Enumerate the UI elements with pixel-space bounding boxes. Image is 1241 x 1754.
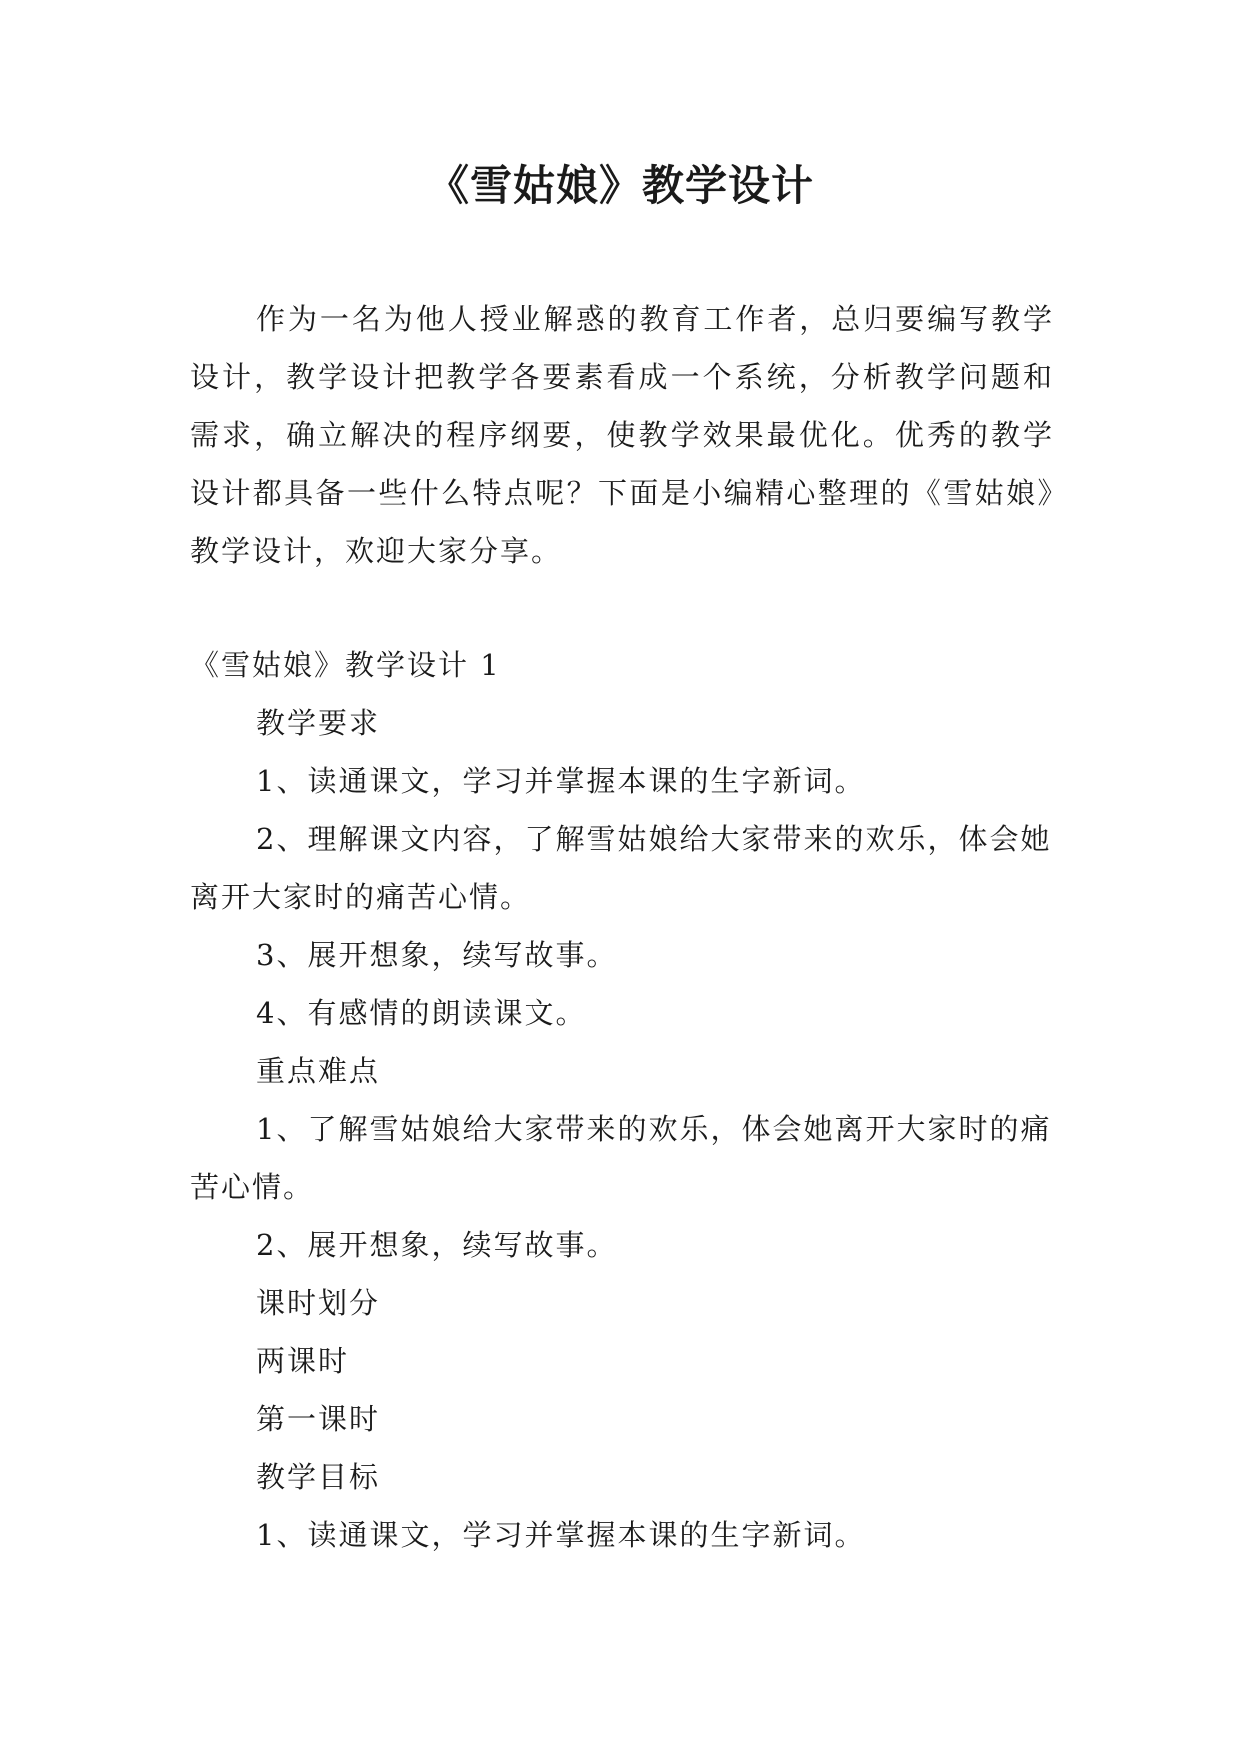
requirement-item-4: 4、有感情的朗读课文。 (256, 996, 587, 1030)
goal-item-1: 1、读通课文，学习并掌握本课的生字新词。 (256, 1518, 866, 1552)
section-heading: 《雪姑娘》教学设计 1 (190, 648, 501, 682)
heading-teaching-requirements: 教学要求 (256, 706, 381, 740)
requirement-item-2: 2、理解课文内容，了解雪姑娘给大家带来的欢乐，体会她离开大家时的痛苦心情。 (190, 822, 1052, 914)
requirement-item-3: 3、展开想象，续写故事。 (256, 938, 618, 972)
lesson-count: 两课时 (256, 1344, 350, 1378)
difficulty-item-1: 1、了解雪姑娘给大家带来的欢乐，体会她离开大家时的痛苦心情。 (190, 1112, 1052, 1204)
heading-first-lesson: 第一课时 (256, 1402, 381, 1436)
difficulty-item-2: 2、展开想象，续写故事。 (256, 1228, 618, 1262)
heading-lesson-division: 课时划分 (256, 1286, 381, 1320)
intro-paragraph: 作为一名为他人授业解惑的教育工作者，总归要编写教学设计，教学设计把教学各要素看成一个系统，分析教学问题和需求，确立解决的程序纲要，使教学效果最优化。优秀的教学设计都具备一些什么特点呢？下面是小编精心整理的《雪姑娘》教学设计，欢迎大家分享。 (190, 302, 1054, 568)
requirement-item-1: 1、读通课文，学习并掌握本课的生字新词。 (256, 764, 866, 798)
heading-key-difficulties: 重点难点 (256, 1054, 381, 1088)
document-title: 《雪姑娘》教学设计 (426, 161, 814, 210)
heading-teaching-goals: 教学目标 (256, 1460, 381, 1494)
